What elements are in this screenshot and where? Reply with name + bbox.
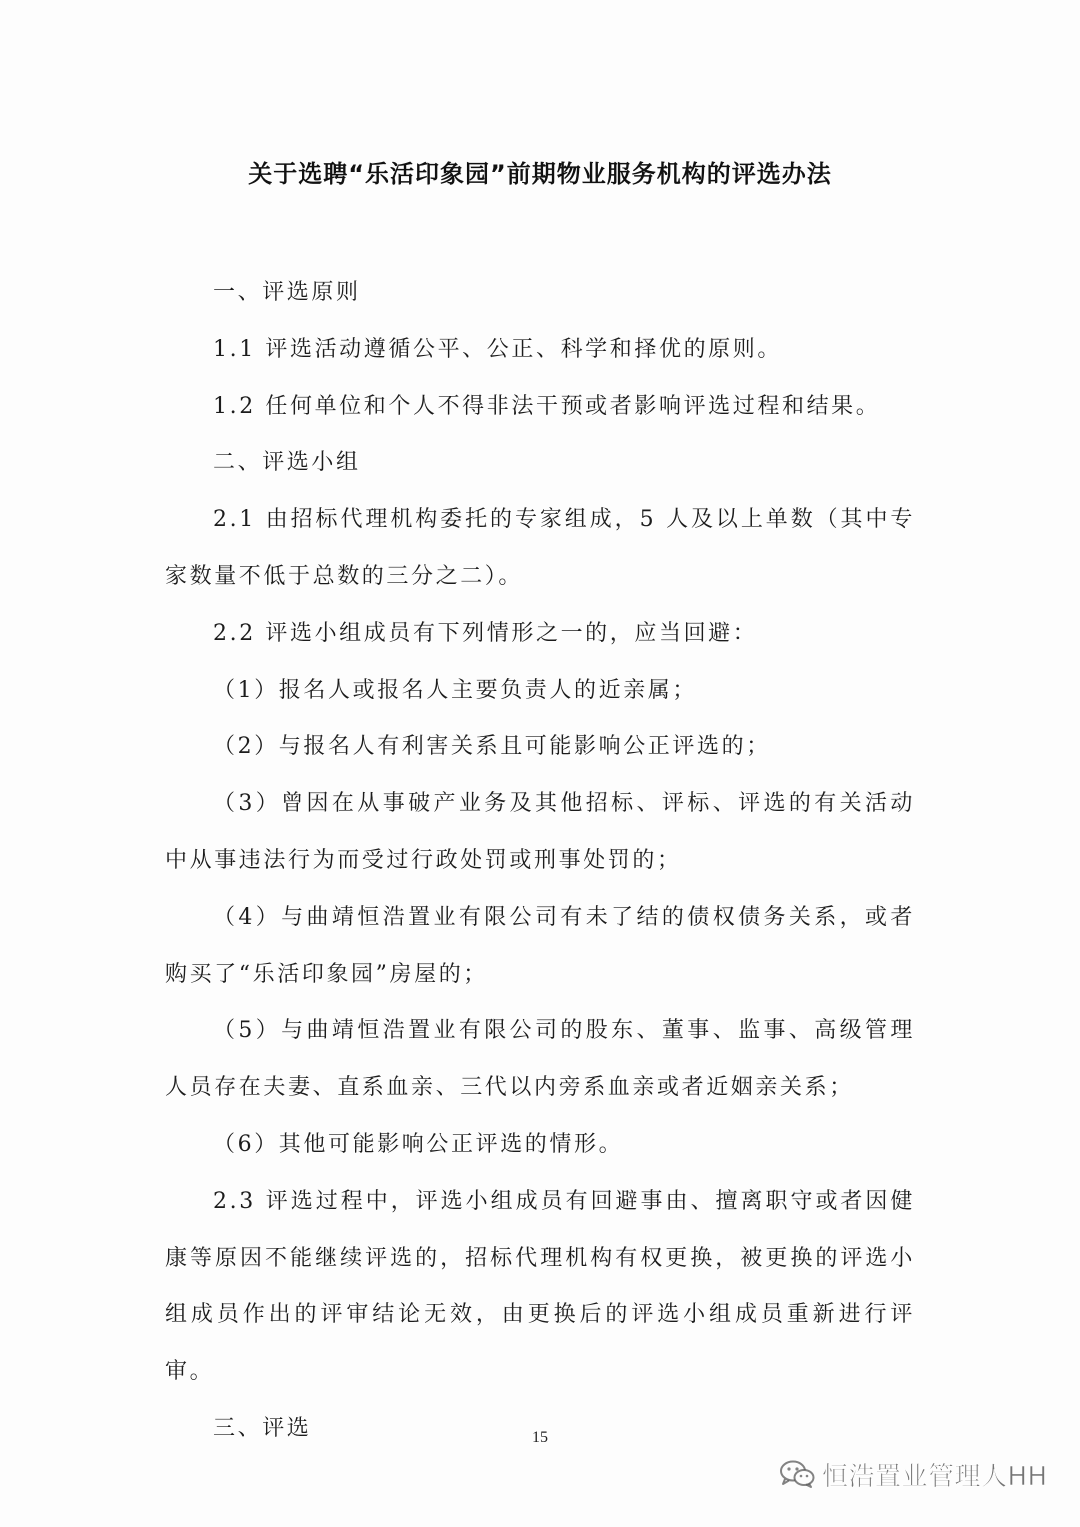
list-item-4: （4）与曲靖恒浩置业有限公司有未了结的债权债务关系，或者购买了“乐活印象园”房屋的；	[165, 904, 915, 987]
section-heading-panel: 二、评选小组	[213, 450, 361, 476]
list-item-3: （3）曾因在从事破产业务及其他招标、评标、评选的有关活动中从事违法行为而受过行政处罚或刑事处罚的；	[165, 791, 915, 873]
paragraph-2-1: 2.1 由招标代理机构委托的专家组成，5 人及以上单数（其中专家数量不低于总数的三分之二）。	[165, 507, 915, 589]
watermark	[778, 1452, 1048, 1496]
paragraph-1-1: 1.1 评选活动遵循公平、公正、科学和择优的原则。	[213, 336, 782, 362]
list-item-1: （1）报名人或报名人主要负责人的近亲属；	[213, 677, 697, 703]
document-title: 关于选聘“乐活印象园”前期物业服务机构的评选办法	[248, 160, 832, 188]
paragraph-1-2: 1.2 任何单位和个人不得非法干预或者影响评选过程和结果。	[213, 393, 881, 419]
section-heading-principles: 一、评选原则	[213, 280, 361, 305]
page-number: 15	[532, 1429, 548, 1446]
document-body	[165, 265, 915, 1458]
wechat-icon	[778, 1459, 816, 1489]
list-item-5: （5）与曲靖恒浩置业有限公司的股东、董事、监事、高级管理人员存在夫妻、直系血亲、三代以内旁系血亲或者近姻亲关系；	[165, 1018, 915, 1101]
paragraph-2-3: 2.3 评选过程中，评选小组成员有回避事由、擅离职守或者因健康等原因不能继续评选的，招标代理机构有权更换，被更换的评选小组成员作出的评审结论无效，由更换后的评选小组成员重新进行评审。	[165, 1188, 915, 1385]
section-heading-evaluation: 三、评选	[213, 1415, 312, 1441]
list-item-2: （2）与报名人有利害关系且可能影响公正评选的；	[213, 734, 771, 760]
paragraph-2-2: 2.2 评选小组成员有下列情形之一的，应当回避：	[213, 620, 758, 646]
list-item-6: （6）其他可能影响公正评选的情形。	[213, 1131, 624, 1157]
watermark-text: 恒浩置业管理人HH	[822, 1461, 1048, 1492]
